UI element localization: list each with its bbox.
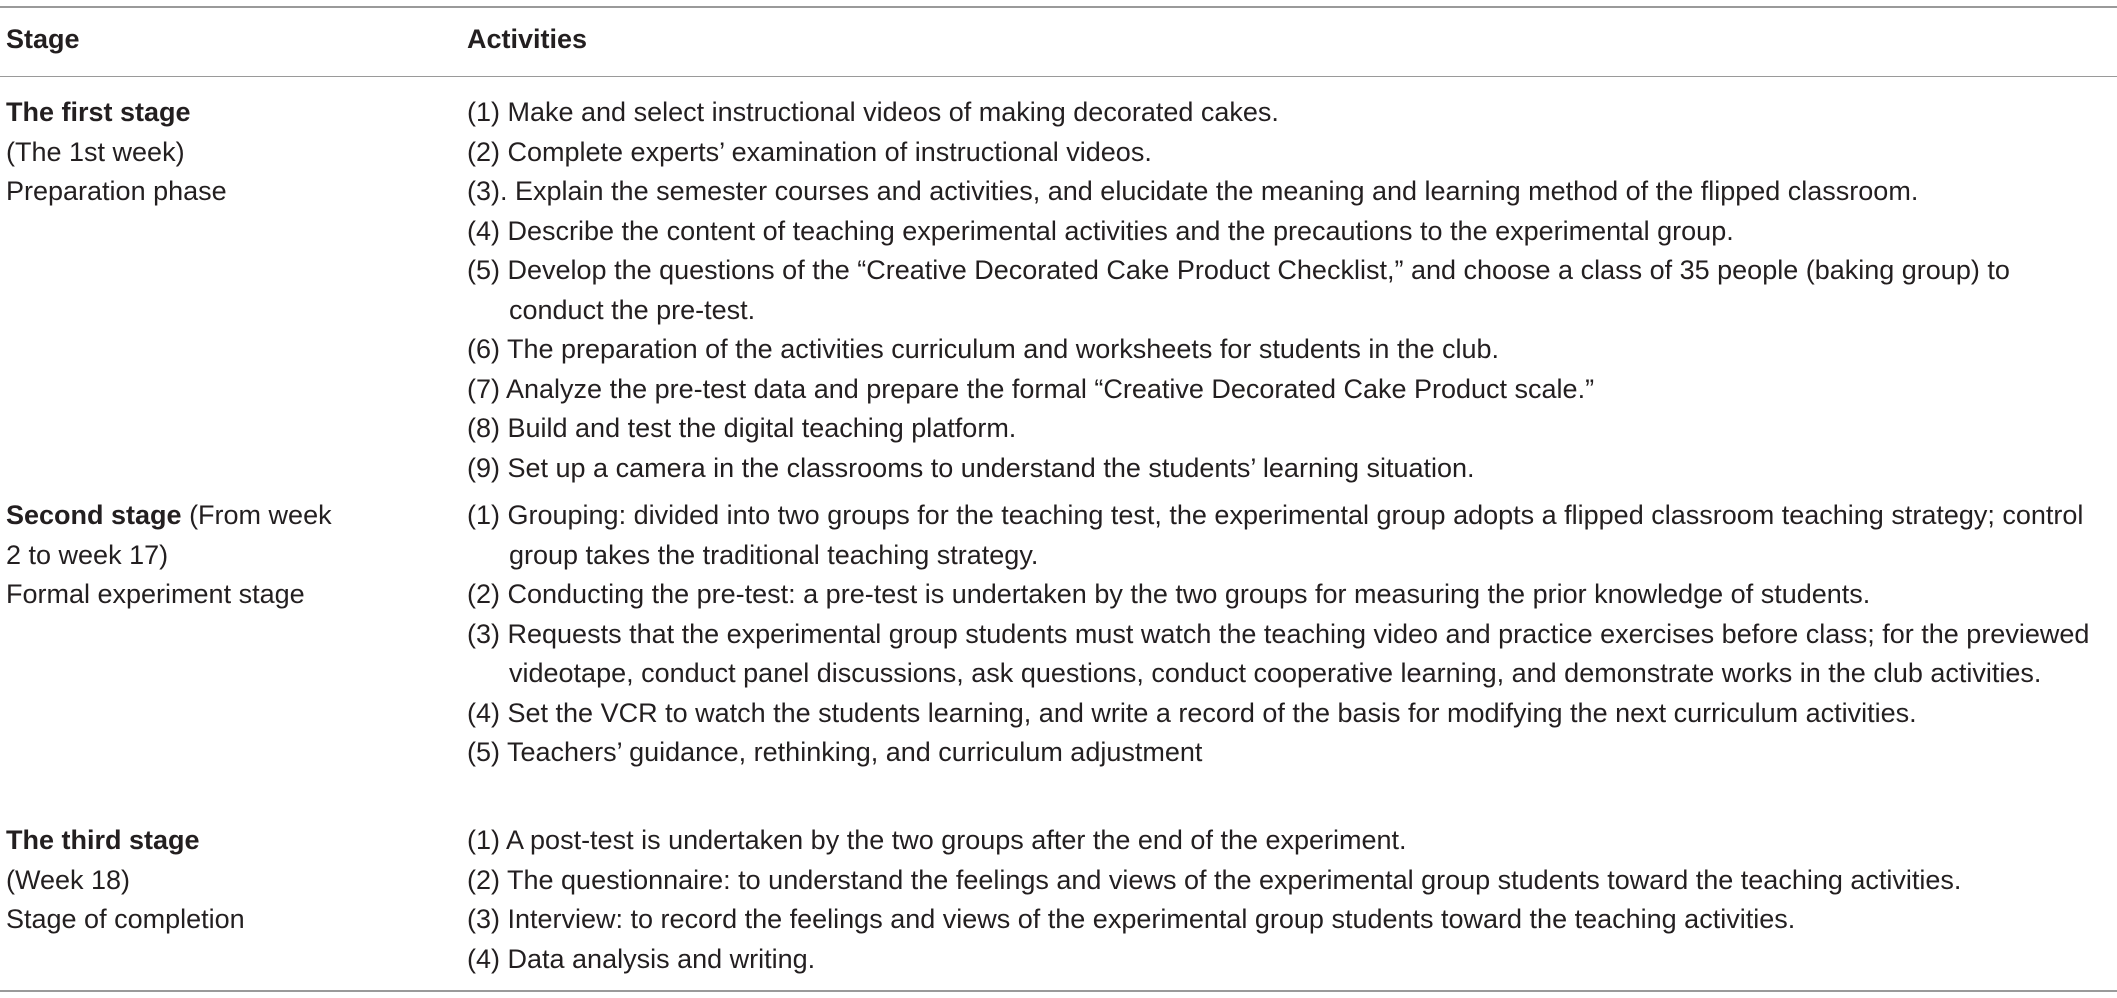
stage-cell [6,821,386,940]
activities-cell [467,496,2097,773]
stage-name: Second stage [6,500,182,530]
stage-detail: (Week 18) [6,864,131,895]
stage-inline-note: (From week [181,500,332,530]
activities-cell [467,93,2097,488]
activity-item: (4) Set the VCR to watch the students learning, and write a record of the basis for modifying the next curriculum activities. [467,697,1917,728]
table-header [0,24,2117,64]
stage-phase: Stage of completion [6,904,245,934]
stage-phase: Preparation phase [6,176,227,206]
activity-item: (5) Teachers’ guidance, rethinking, and curriculum adjustment [467,737,1203,767]
header-stage: Stage [6,24,80,54]
activity-item: (3) Interview: to record the feelings and views of the experimental group students toward the teaching activities. [467,904,1796,934]
activity-item: (8) Build and test the digital teaching platform. [467,413,1017,443]
activity-item: (7) Analyze the pre-test data and prepare the formal “Creative Decorated Cake Product scale.” [467,373,1595,404]
activity-item: (2) Conducting the pre-test: a pre-test is undertaken by the two groups for measuring the prior knowledge of students. [467,579,1871,609]
stage-phase: Formal experiment stage [6,579,305,609]
table-bottom-rule [0,990,2117,992]
header-activities: Activities [467,24,588,54]
activity-item: (2) The questionnaire: to understand the feelings and views of the experimental group students toward the teaching activities. [467,864,1962,895]
table-top-rule [0,6,2117,8]
activity-item: (1) Grouping: divided into two groups for the teaching test, the experimental group adopts a flipped classroom teaching strategy; control group takes the traditional teaching strategy. [467,500,2084,570]
activity-item: (3). Explain the semester courses and activities, and elucidate the meaning and learning method of the flipped classroom. [467,176,1919,206]
stage-name: The third stage [6,825,200,855]
table-header-rule [0,76,2117,77]
activity-item: (4) Describe the content of teaching experimental activities and the precautions to the experimental group. [467,215,1734,246]
activity-item: (9) Set up a camera in the classrooms to understand the students’ learning situation. [467,452,1475,483]
activity-item: (3) Requests that the experimental group students must watch the teaching video and practice exercises before class; for the previewed videotape, conduct panel discussions, ask questions, conduct cooperative learning, and demonstrate works in the club activities. [467,618,2090,688]
stage-detail: 2 to week 17) [6,539,169,570]
activity-item: (5) Develop the questions of the “Creative Decorated Cake Product Checklist,” and choose a class of 35 people (baking group) to conduct the pre-test. [467,255,2010,325]
stage-name: The first stage [6,97,191,127]
activity-item: (4) Data analysis and writing. [467,943,816,974]
activity-item: (1) A post-test is undertaken by the two groups after the end of the experiment. [467,825,1407,855]
activity-item: (6) The preparation of the activities curriculum and worksheets for students in the club. [467,334,1500,364]
activity-item: (1) Make and select instructional videos of making decorated cakes. [467,97,1279,127]
activity-item: (2) Complete experts’ examination of instructional videos. [467,136,1152,167]
activities-cell [467,821,2097,979]
stage-cell [6,496,386,615]
stage-detail: (The 1st week) [6,136,185,167]
stage-cell [6,93,386,212]
